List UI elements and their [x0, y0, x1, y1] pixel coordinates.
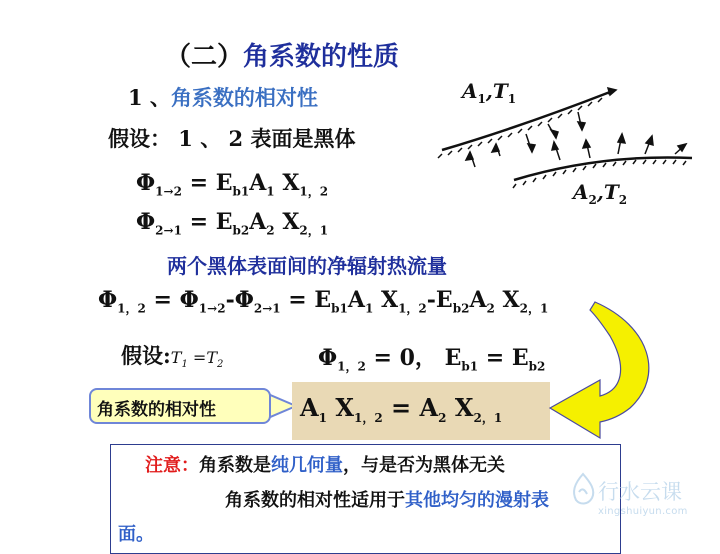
eq5-x1sub: 1，2: [353, 410, 383, 425]
eq3-eb2: b2: [452, 301, 470, 316]
reciprocity-equation: [300, 393, 502, 426]
eq5-a1: A: [300, 393, 319, 422]
eq3-sub12: 1→2: [198, 301, 226, 316]
note-l2a: 角系数的相对性适用于: [225, 490, 405, 511]
eq1-phi-sub: 1→2: [155, 184, 182, 199]
label1-tsub: 1: [507, 92, 517, 106]
eq3-eb1: b1: [331, 301, 348, 316]
assume2-t1sub: 1: [181, 359, 188, 371]
eq3-x1sub: 1，2: [398, 301, 427, 316]
eq5-a2sub: 2: [438, 410, 447, 425]
eq3-x1: X: [373, 287, 399, 313]
section-text: 角系数的相对性: [170, 85, 318, 110]
eq1-a-sub: 1: [266, 184, 275, 199]
assumption-blackbody: 假设： 1 、 2 表面是黑体: [108, 126, 356, 151]
eq4-rest: = 0， E: [365, 345, 462, 371]
note-l3: 面。: [118, 524, 154, 545]
eq1-phi: Φ: [136, 170, 156, 196]
net-radiation-heading: 两个黑体表面间的净辐射热流量: [167, 254, 447, 278]
eq2-a-sub: 2: [266, 223, 275, 238]
eq4-phi: Φ: [318, 345, 338, 371]
eq3-eq2: = E: [280, 287, 332, 313]
assume2-label: 假设:: [121, 343, 171, 368]
watermark: [598, 476, 688, 517]
eq4-sub: 1，2: [337, 359, 366, 374]
equation-phi-1-2: [136, 170, 328, 199]
assume2-t1: T: [170, 348, 182, 367]
section-heading: [128, 82, 318, 112]
title-paren: （二）: [165, 42, 244, 72]
assume2-t2: T: [206, 348, 217, 367]
figure-label-a2: [573, 180, 627, 207]
assume2-t2sub: 2: [216, 359, 224, 371]
label2-asub: 2: [588, 193, 597, 207]
watermark-logo-icon: [568, 472, 598, 506]
curved-arrow: [540, 296, 670, 446]
label2-tsub: 2: [618, 193, 628, 207]
assumption-temperature: [121, 340, 223, 370]
note-line-2: [225, 486, 549, 512]
eq5-a1sub: 1: [318, 410, 327, 425]
note-line-1: [145, 451, 505, 477]
note-l1a: 角系数是: [199, 455, 271, 476]
eq4-eb1: b1: [461, 359, 479, 374]
eq1-eb-sub: b1: [232, 184, 250, 199]
eq4-eq: = E: [478, 345, 529, 371]
figure-label-a1: [462, 79, 516, 106]
equation-zero-flux: [318, 341, 545, 374]
eq3-eq1: = Φ: [145, 287, 199, 313]
eq3-a1sub: 1: [364, 301, 374, 316]
eq4-eb2: b2: [528, 359, 546, 374]
assume2-formula: [170, 348, 224, 371]
eq2-rest: = E: [181, 209, 233, 235]
note-l1b: 纯几何量: [271, 455, 343, 476]
eq1-a: A: [249, 170, 267, 196]
relativity-callout: 角系数的相对性: [89, 388, 271, 424]
eq3-sub21: 2→1: [253, 301, 281, 316]
label1-asub: 1: [477, 92, 486, 106]
eq5-eq: = A: [382, 393, 439, 422]
eq3-a2sub: 2: [486, 301, 495, 316]
label2-a: A: [573, 180, 589, 204]
section-number: 1 、: [128, 85, 171, 110]
eq1-x: X: [274, 170, 300, 196]
eq3-minus: -Φ: [225, 287, 254, 313]
note-label: 注意：: [145, 455, 199, 476]
eq2-x-sub: 2，1: [299, 223, 329, 238]
label2-t: ,T: [596, 180, 619, 204]
note-l1c: ，与是否为黑体无关: [343, 455, 505, 476]
eq3-x2: X: [494, 287, 520, 313]
eq2-phi: Φ: [136, 209, 156, 235]
eq2-phi-sub: 2→1: [155, 223, 182, 238]
eq5-x2sub: 2，1: [473, 410, 503, 425]
eq3-phi-sub: 1，2: [117, 301, 146, 316]
label1-t: ,T: [485, 79, 508, 103]
eq3-a1: A: [347, 287, 365, 313]
watermark-url: xingshuiyun.com: [598, 506, 688, 517]
eq2-eb-sub: b2: [232, 223, 250, 238]
eq5-x1: X: [326, 393, 354, 422]
note-line-3: [118, 520, 154, 546]
title-text: 角系数的性质: [243, 42, 400, 72]
eq3-x2sub: 2，1: [519, 301, 549, 316]
eq3-phi: Φ: [98, 287, 118, 313]
eq5-x2: X: [446, 393, 474, 422]
assume2-eq: =: [187, 348, 207, 367]
equation-phi-2-1: [136, 209, 328, 238]
eq1-rest: = E: [181, 170, 233, 196]
eq2-a: A: [249, 209, 267, 235]
eq3-minusE: -E: [426, 287, 453, 313]
label1-a: A: [462, 79, 478, 103]
note-l2b: 其他均匀的漫射表: [405, 490, 549, 511]
eq3-a2: A: [469, 287, 487, 313]
page-title: [165, 36, 399, 73]
eq1-x-sub: 1，2: [299, 184, 329, 199]
equation-net-flux: [98, 287, 548, 316]
eq2-x: X: [274, 209, 300, 235]
watermark-text: 行水云课: [598, 480, 682, 504]
